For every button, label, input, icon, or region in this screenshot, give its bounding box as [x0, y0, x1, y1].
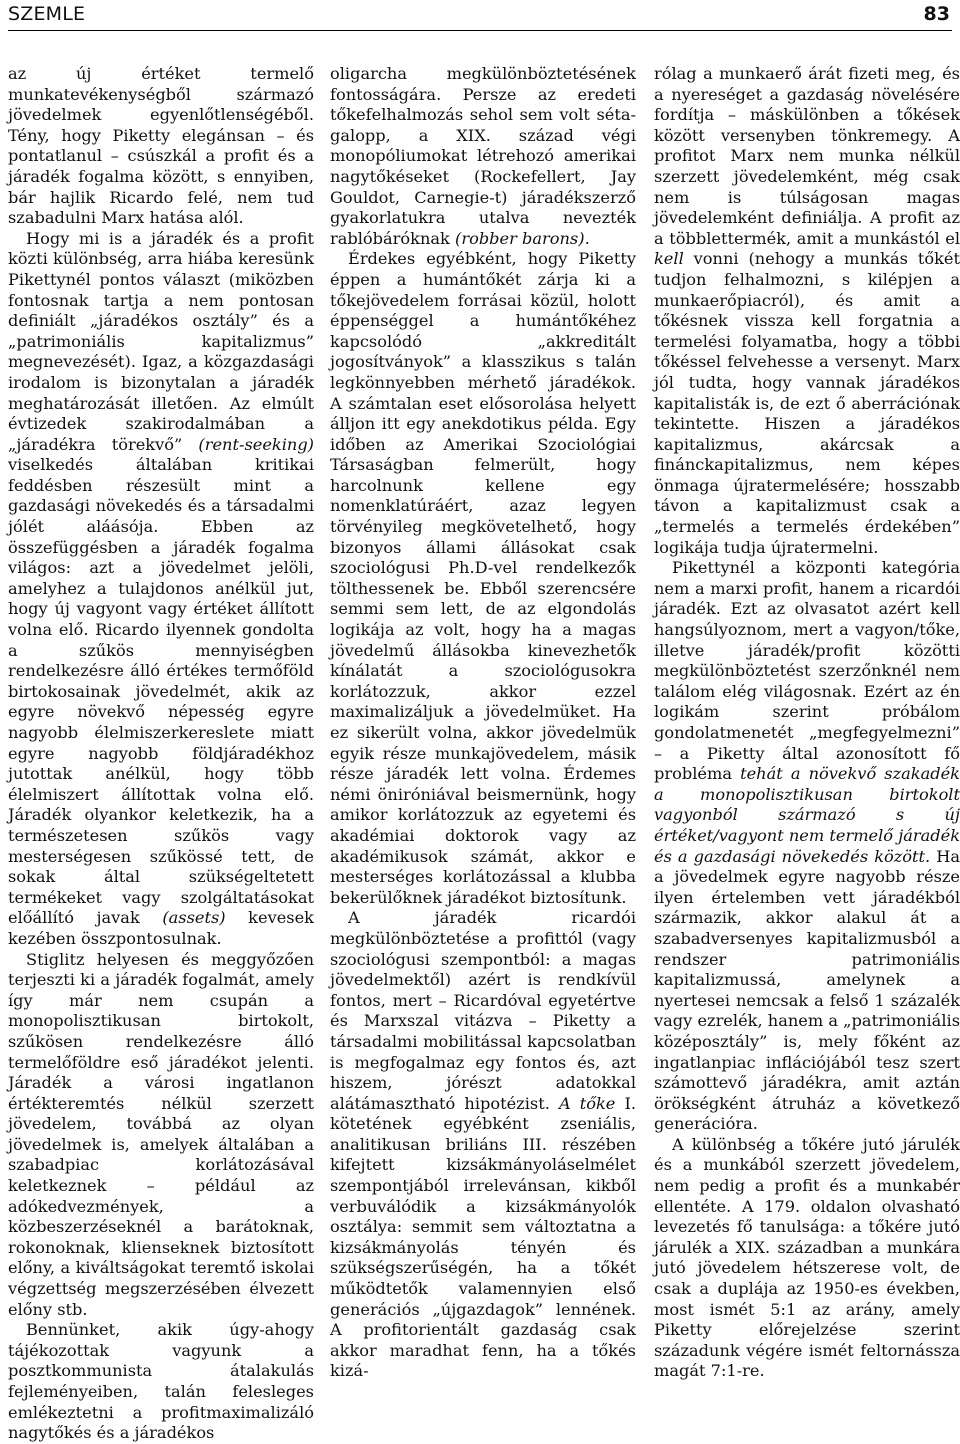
paragraph: A különbség a tőkére jutó járulék és a munkából szerzett jövedelem, nem pedig a profit és a munkabér ellentéte. A 179. oldalon olvasható levezetés fő tanulsága: a tőkére jutó járulék a XIX. században a munkára jutó jövedelem hétszerese volt, de csak a duplája az 1950-es években, most ismét 5:1 az arány, amely Piketty előrejelzése szerint századunk végére ismét feltornássza magát 7:1-re.	[654, 1134, 960, 1381]
running-header	[8, 0, 952, 31]
paragraph: Bennünket, akik úgy-ahogy tájékozottak vagyunk a posztkommunista átalakulás fejleményeiben, talán felesleges emlékeztetni a profitmaximalizáló nagytőkés és a járadékos	[8, 1320, 314, 1443]
paragraph: az új értéket termelő munkatevékenységből származó jövedelmek egyenlőtlenségéből. Tény, hogy Piketty elegánsan – és pontatlanul – csúszkál a profit és a járadék fogalma között, s ennyiben, bár hajlik Ricardo felé, nem tud szabadulni Marx hatása alól.	[8, 64, 314, 228]
text-column-1	[8, 64, 314, 1443]
paragraph: Hogy mi is a járadék és a profit közti különbség, arra hiába keresünk Pikettynél pontos választ (miközben fontosnak tartja a nem pontosan definiált „járadékos osztály” és a „patrimoniális kapitalizmus” megnevezését). Igaz, a közgazdasági irodalom is bizonytalan a járadék meghatározását illetően. Az elmúlt évtizedek szakirodalmában a „járadékra törekvő” (rent-seeking) viselkedés általában kritikai feddésben részesült mint a gazdasági növekedés és a társadalmi jólét aláásója. Ebben az összefüggésben a járadék fogalma világos: azt a jövedelmet jelöli, amelyhez a tulajdonos anélkül jut, hogy új vagyont vagy értéket állított volna elő. Ricardo ilyennek gondolta a szűkös mennyiségben rendelkezésre álló értékes termőföld birtokosainak jövedelmét, akik az egyre növekvő népesség egyre nagyobb élelmiszerkereslete miatt egyre nagyobb földjáradékhoz jutottak anélkül, hogy több élelmiszert állítottak volna elő. Járadék olyankor keletkezik, ha a természetesen szűkös vagy mesterségesen szűkössé tett, de sokak által szükségeltetett termékeket vagy szolgáltatásokat előállító javak (assets) kevesek kezében összpontosulnak.	[8, 228, 314, 948]
paragraph: Érdekes egyébként, hogy Piketty éppen a humántőkét zárja ki a tőkejövedelem forrásai közül, holott éppenséggel a humántőkéhez kapcsolódó „akkreditált jogosítványok” a klasszikus s talán legkönnyebben mérhető járadékok. A számtalan eset elősorolása helyett álljon itt egy anekdotikus példa. Egy időben az Amerikai Szociológiai Társaságban felmerült, hogy harcolnunk kellene egy nomenklatúráért, azaz legyen törvényileg megkövetelhető, hogy bizonyos állami állásokat csak szociológusi Ph.D-vel rendelkezők tölthessenek be. Ebből szerencsére semmi sem lett, de az elgondolás logikája az volt, hogy ha a magas jövedelmű állásokba kinevezhetők kínálatát a szociológusokra korlátozzuk, akkor ezzel maximalizáljuk a jövedelmüket. Ha ez sikerült volna, akkor jövedelmük egyik része munkajövedelem, másik része járadék lett volna. Érdemes némi öniróniával beismernünk, hogy amikor korlátozzuk az egyetemi és akadémiai doktorok vagy az akadémikusok számát, akkor e mesterséges korlátozással a klubba bekerülőknek járadékot biztosítunk.	[330, 249, 636, 907]
paragraph: Stiglitz helyesen és meggyőzően terjeszti ki a járadék fogalmát, amely így már nem csupán a monopolisztikusan birtokolt, szűkösen rendelkezésre álló termelőföldre eső járadékot jelenti. Járadék a városi ingatlanon értékteremtés nélkül szerzett jövedelem, továbbá az olyan jövedelmek is, amelyek általában a szabadpiac korlátozásával keletkeznek – például az adókedvezmények, a közbeszerzéseknél a barátoknak, rokonoknak, klienseknek biztosított előny, a kiváltságokat teremtő iskolai végzettség megszerzésében élvezett előny stb.	[8, 949, 314, 1319]
text-column-2	[330, 64, 636, 1381]
paragraph: A járadék ricardói megkülönböztetése a profittól (vagy szociológusi szempontból: a magas jövedelmektől) azért is rendkívül fontos, mert – Ricardóval egyetértve és Marxszal vitázva – Piketty a társadalmi mobilitással kapcsolatban is megfogalmaz egy fontos és, azt hiszem, jórészt adatokkal alátámasztható hipotézist. A tőke I. kötetének egyébként zseniális, analitikusan briliáns III. részében kifejtett kizsákmányoláselmélet szempontjából irrelevánsan, kikből verbuválódik a kizsákmányolók osztálya: semmit sem változtatna a kizsákmányolás tényén és szükségszerűségén, ha a tőkét működtetők valamennyien első generációs „újgazdagok” lennének. A profitorientált gazdaság csak akkor maradhat fenn, ha a tőkés kizá-	[330, 908, 636, 1381]
page-number: 83	[923, 3, 950, 25]
paragraph: rólag a munkaerő árát fizeti meg, és a nyereséget a gazdaság növelésére fordítja – máskülönben a tőkések között versenyben tönkremegy. A profitot Marx nem munka nélkül szerzett jövedelemként, még csak nem is túlságosan magas jövedelemként definiálja. A profit az a többlettermék, amit a munkástól el kell vonni (nehogy a munkás tőkét tudjon felhalmozni, s kilépjen a munkaerőpiacról), és amit a tőkésnek vissza kell forgatnia a termelési folyamatba, hogy a többi tőkéssel felvehesse a versenyt. Marx jól tudta, hogy vannak járadékos kapitalisták is, de ezt ő aberrációnak tekintette. Hiszen a járadékos kapitalizmus, akárcsak a finánckapitalizmus, nem képes önmaga újratermelésére; hosszabb távon a kapitalizmust csak a „termelés a termelés érdekében” logikája tudja újratermelni.	[654, 64, 960, 557]
paragraph: oligarcha megkülönböztetésének fontosságára. Persze az eredeti tőkefelhalmozás sehol sem volt séta-galopp, a XIX. század végi monopóliumokat létrehozó amerikai nagytőkéseket (Rockefellert, Jay Gouldot, Carnegie-t) járadékszerző gyakorlatukra utalva nevezték rablóbáróknak (robber barons).	[330, 64, 636, 248]
paragraph: Pikettynél a központi kategória nem a marxi profit, hanem a ricardói járadék. Ezt az olvasatot azért kell hangsúlyoznom, mert a vagyon/tőke, illetve járadék/profit közötti megkülönböztetést szerzőnknél nem találom elég világosnak. Ezért az én logikám szerint próbálom gondolatmenetét „megfegyelmezni” – a Piketty által azonosított fő probléma tehát a növekvő szakadék a monopolisztikusan birtokolt vagyonból származó s új értéket/vagyont nem termelő járadék és a gazdasági növekedés között. Ha a jövedelmek egyre nagyobb része ilyen értelemben vett járadékból származik, akkor alakul át a szabadversenyes kapitalizmusból a rendszer patrimoniális kapitalizmussá, amelynek a nyertesei nemcsak a felső 1 százalék vagy ezrelék, hanem a „patrimoniális középosztály” is, mely főként az ingatlanpiac inflációjából tesz szert számottevő járadékra, amit aztán örökségként átruház a következő generációra.	[654, 558, 960, 1134]
text-column-3	[654, 64, 960, 1381]
section-title: SZEMLE	[8, 3, 86, 25]
